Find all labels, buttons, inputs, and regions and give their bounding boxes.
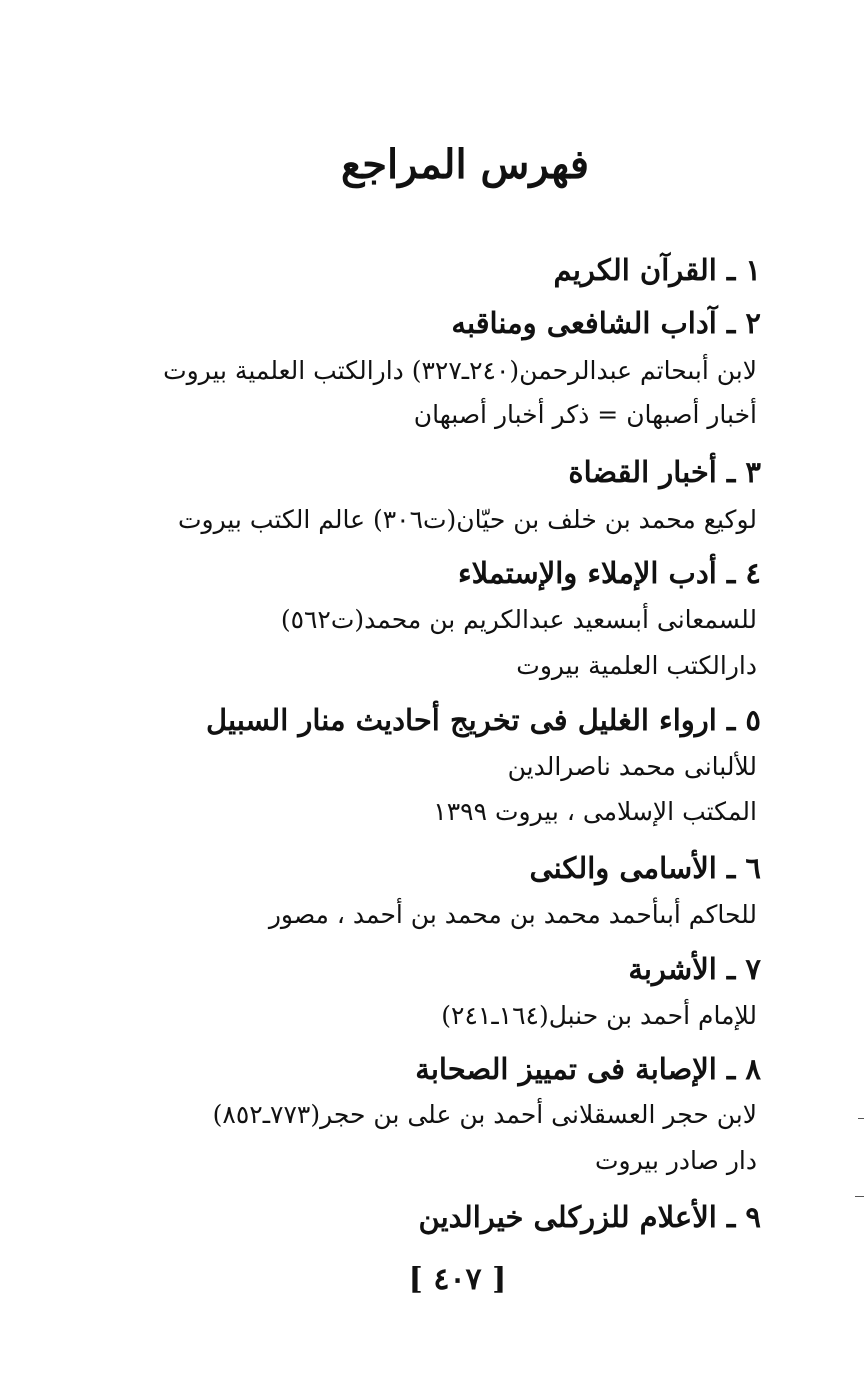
- reference-heading: [419, 1197, 761, 1237]
- reference-detail: للألبانى محمد ناصرالدين: [507, 752, 757, 781]
- reference-number: ٨ ـ: [726, 1052, 761, 1086]
- reference-heading: [415, 1049, 761, 1089]
- reference-heading: [628, 949, 761, 989]
- reference-detail: للإمام أحمد بن حنبل(١٦٤ـ٢٤١): [441, 1001, 757, 1030]
- reference-heading: [554, 250, 761, 290]
- reference-number: ٣ ـ: [726, 455, 761, 489]
- reference-title: أدب الإملاء والإستملاء: [457, 556, 717, 590]
- reference-title: آداب الشافعى ومناقبه: [451, 306, 717, 340]
- reference-detail: لابن أبىحاتم عبدالرحمن(٢٤٠ـ٣٢٧) دارالكتب العلمية بيروت: [163, 356, 757, 385]
- bracket-left-icon: [: [492, 1262, 507, 1297]
- reference-title: الإصابة فى تمييز الصحابة: [415, 1052, 717, 1086]
- reference-number: ٤ ـ: [726, 556, 761, 590]
- reference-detail: دارالكتب العلمية بيروت: [516, 651, 757, 680]
- reference-number: ٢ ـ: [726, 306, 761, 340]
- reference-detail: المكتب الإسلامى ، بيروت ١٣٩٩: [433, 797, 757, 826]
- reference-detail: أخبار أصبهان = ذكر أخبار أصبهان: [413, 400, 757, 429]
- reference-detail: دار صادر بيروت: [595, 1146, 757, 1175]
- reference-heading: [458, 553, 761, 593]
- bracket-right-icon: ]: [408, 1262, 423, 1297]
- reference-detail: لوكيع محمد بن خلف بن حيّان(ت٣٠٦) عالم الكتب بيروت: [177, 505, 757, 534]
- reference-number: ٦ ـ: [726, 851, 761, 885]
- reference-detail: لابن حجر العسقلانى أحمد بن على بن حجر(٧٧٣ـ٨٥٢): [212, 1100, 757, 1129]
- reference-number: ٧ ـ: [726, 952, 761, 986]
- reference-detail: للحاكم أبىأحمد محمد بن محمد بن أحمد ، مصور: [268, 900, 757, 929]
- reference-heading: [568, 452, 761, 492]
- reference-title: أخبار القضاة: [568, 455, 717, 489]
- scan-artifact: [858, 1118, 864, 1119]
- reference-number: ٥ ـ: [726, 703, 761, 737]
- reference-number: ٩ ـ: [726, 1200, 761, 1234]
- reference-heading: [206, 700, 761, 740]
- reference-heading: [529, 848, 761, 888]
- reference-title: الأعلام للزركلى خيرالدين: [418, 1200, 717, 1234]
- reference-title: ارواء الغليل فى تخريج أحاديث منار السبيل: [206, 703, 717, 737]
- page-number: [0, 1262, 865, 1298]
- reference-title: الأسامى والكنى: [529, 851, 717, 885]
- page-number-value: ٤٠٧: [433, 1262, 482, 1297]
- scan-artifact: [855, 1196, 864, 1197]
- reference-title: الأشربة: [628, 952, 717, 986]
- reference-detail: للسمعانى أبىسعيد عبدالكريم بن محمد(ت٥٦٢): [280, 605, 757, 634]
- reference-title: القرآن الكريم: [553, 253, 717, 287]
- reference-number: ١ ـ: [726, 253, 761, 287]
- page-title: فهرس المراجع: [340, 141, 589, 188]
- reference-heading: [451, 303, 761, 343]
